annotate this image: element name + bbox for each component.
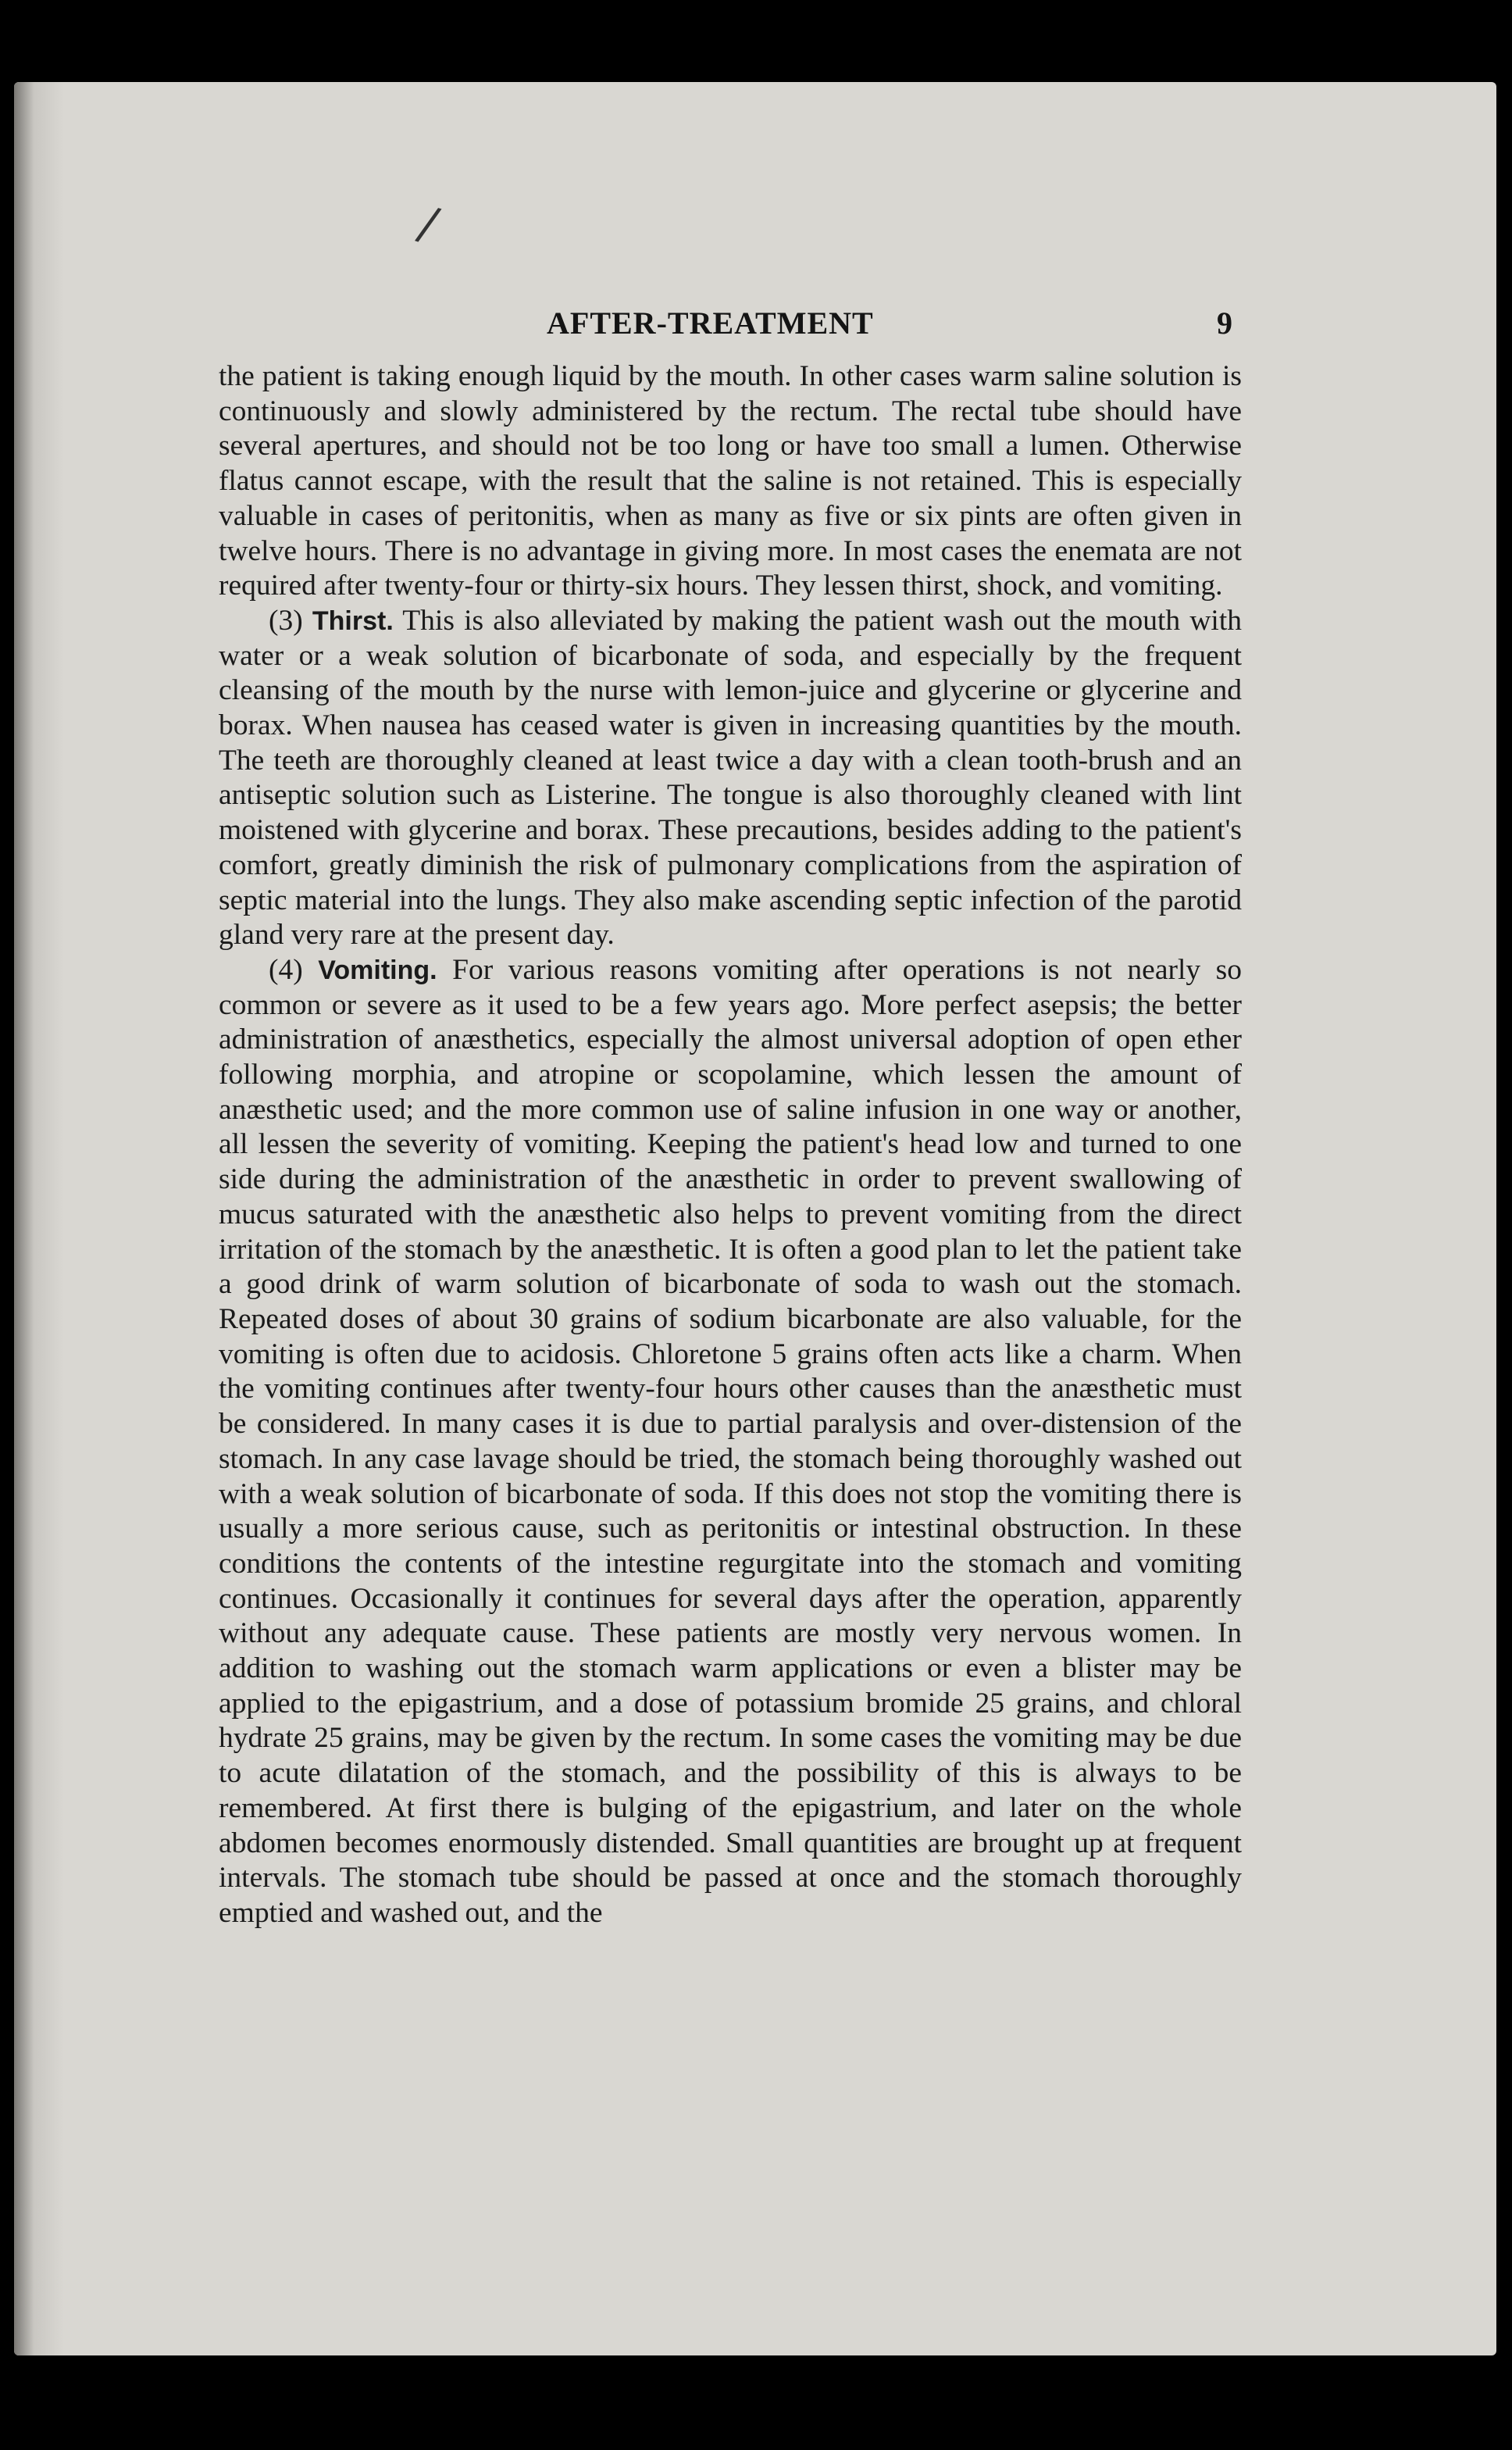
paragraph-text: the patient is taking enough liquid by the mouth. In other cases warm saline solution is continuously and slowly administered by the rectum. The rectal tube should have several apertures, and should not be too long or have too small a lumen. Otherwise flatus cannot escape, with the result that the saline is not retained. This is especially valuable in cases of peritonitis, when as many as five or six pints are often given in twelve hours. There is no advantage in giving more. In most cases the enemata are not required after twenty-four or thirty-six hours. They lessen thirst, shock, and vomiting.: [219, 360, 1242, 602]
book-page: [14, 82, 1496, 2355]
paragraph-text: For various reasons vomiting after operations is not nearly so common or severe as it used to be a few years ago. More perfect asepsis; the better administration of anæsthetics, especially the almost universal adoption of open ether following morphia, and atropine or scopolamine, which lessen the amount of anæsthetic used; and the more common use of saline infusion in one way or another, all lessen the severity of vomiting. Keeping the patient's head low and turned to one side during the administration of the anæsthetic in order to prevent swallowing of mucus saturated with the anæsthetic also helps to prevent vomiting from the direct irritation of the stomach by the anæsthetic. It is often a good plan to let the patient take a good drink of warm solution of bicarbonate of soda to wash out the stomach. Repeated doses of about 30 grains of sodium bicarbonate are also valuable, for the vomiting is often due to acidosis. Chloretone 5 grains often acts like a charm. When the vomiting continues after twenty-four hours other causes than the anæsthetic must be considered. In many cases it is due to partial paralysis and over-distension of the stomach. In any case lavage should be tried, the stomach being thoroughly washed out with a weak solution of bicarbonate of soda. If this does not stop the vomiting there is usually a more serious cause, such as peritonitis or intestinal obstruction. In these conditions the contents of the intestine regurgitate into the stomach and vomiting continues. Occasionally it continues for several days after the operation, apparently without any adequate cause. These patients are mostly very nervous women. In addition to washing out the stomach warm applications or even a blister may be applied to the epigastrium, and a dose of potassium bromide 25 grains, and chloral hydrate 25 grains, may be given by the rectum. In some cases the vomiting may be due to acute dilatation of the stomach, and the possibility of this is always to be remembered. At first there is bulging of the epigastrium, and later on the whole abdomen becomes enormously distended. Small quantities are brought up at frequent intervals. The stomach tube should be passed at once and the stomach thoroughly emptied and washed out, and the: [219, 953, 1242, 1929]
page-gutter-shadow: [14, 82, 64, 2355]
section-number: (4): [269, 953, 303, 986]
page-number: 9: [1217, 305, 1232, 341]
section-heading-thirst: Thirst.: [312, 605, 394, 636]
paragraph-vomiting: [219, 953, 1242, 1931]
section-number: (3): [269, 604, 303, 637]
page-header: [14, 305, 1496, 352]
paragraph-thirst: [219, 604, 1242, 953]
running-title: AFTER-TREATMENT: [547, 305, 874, 341]
paragraph-continuation: [219, 359, 1242, 604]
pencil-mark: /: [412, 195, 445, 253]
section-heading-vomiting: Vomiting.: [318, 955, 437, 985]
body-text: [219, 359, 1242, 1931]
paragraph-text: This is also alleviated by making the patient wash out the mouth with water or a weak solution of bicarbonate of soda, and especially by the frequent cleansing of the mouth by the nurse with lemon-juice and glycerine or glycerine and borax. When nausea has ceased water is given in increasing quantities by the mouth. The teeth are thoroughly cleaned at least twice a day with a clean tooth-brush and an antiseptic solution such as Listerine. The tongue is also thoroughly cleaned with lint moistened with glycerine and borax. These precautions, besides adding to the patient's comfort, greatly diminish the risk of pulmonary complications from the aspiration of septic material into the lungs. They also make ascending septic infection of the parotid gland very rare at the present day.: [219, 604, 1242, 952]
